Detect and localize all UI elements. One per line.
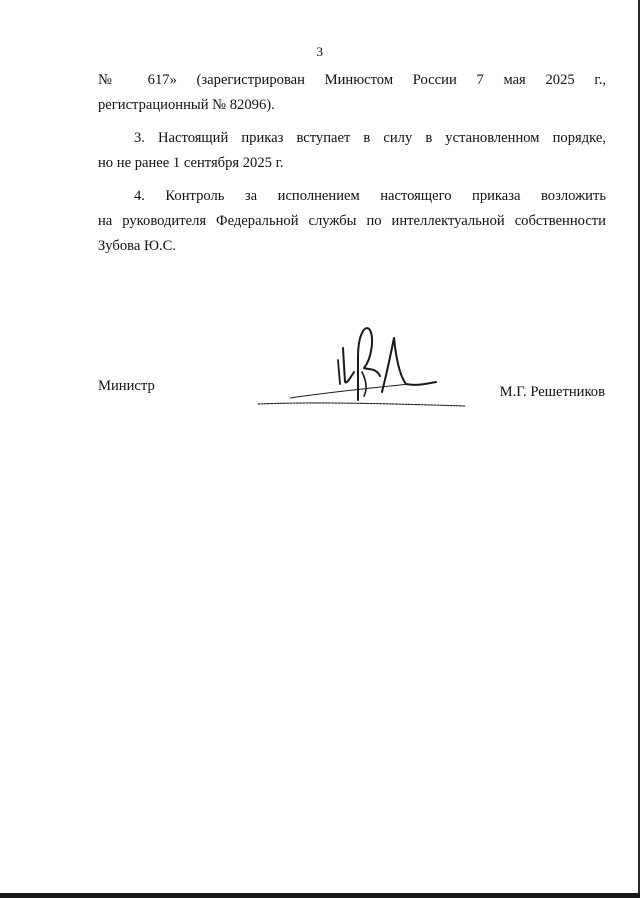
paragraph-line: Зубова Ю.С. xyxy=(98,237,176,254)
paragraph-item-3 xyxy=(98,126,606,175)
page-number: 3 xyxy=(316,44,324,59)
paragraph-line: но не ранее 1 сентября 2025 г. xyxy=(98,154,284,171)
paragraph-line: 4. Контроль за исполнением настоящего приказа возложить xyxy=(134,188,606,205)
scan-edge-bottom xyxy=(0,893,640,898)
signatory-name: М.Г. Решетников xyxy=(499,384,605,400)
signatory-role: Министр xyxy=(98,378,155,394)
paragraph-line: регистрационный № 82096). xyxy=(98,96,275,113)
paragraph-item-4 xyxy=(98,184,606,258)
paragraph-continuation xyxy=(98,68,606,117)
paragraph-line: № 617» (зарегистрирован Минюстом России 7 мая 2025 г., xyxy=(98,72,606,88)
document-body xyxy=(98,68,606,258)
handwritten-signature-icon xyxy=(250,318,475,413)
paragraph-line: на руководителя Федеральной службы по интеллектуальной собственности xyxy=(98,212,606,229)
paragraph-line: 3. Настоящий приказ вступает в силу в установленном порядке, xyxy=(134,130,606,147)
